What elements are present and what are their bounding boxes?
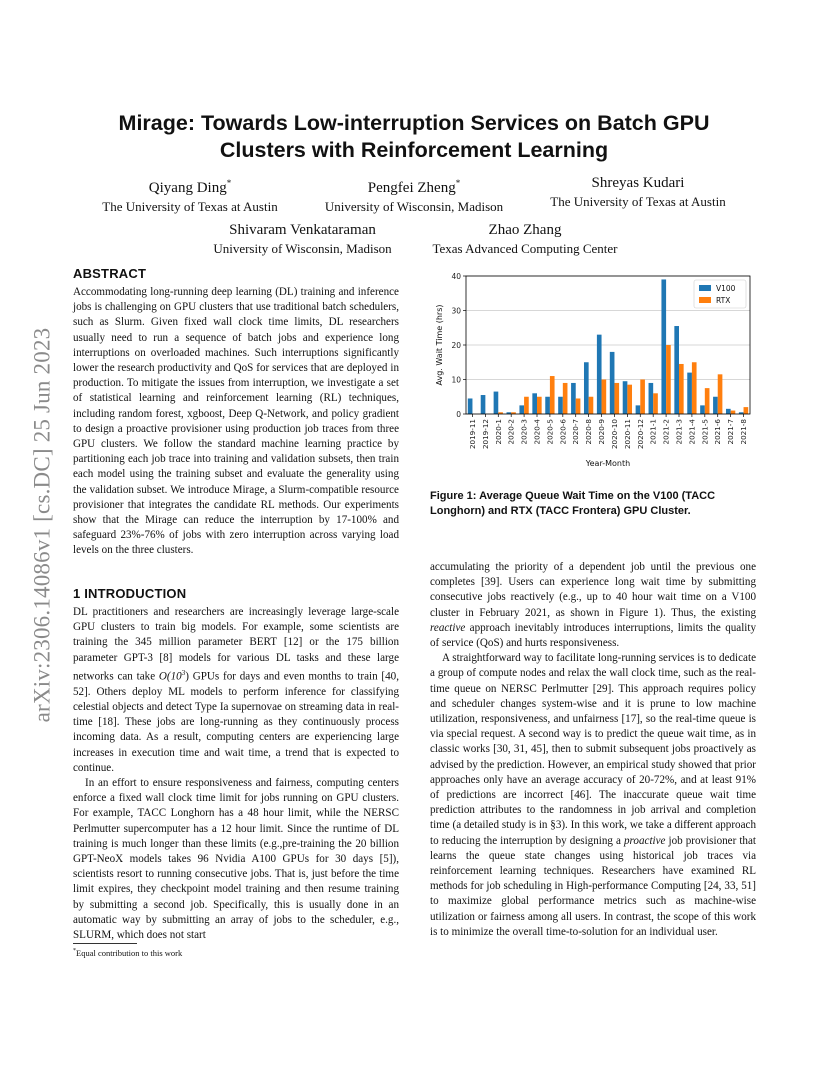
y-tick-label: 10 xyxy=(451,375,461,385)
bar-v100 xyxy=(687,373,692,414)
bar-v100 xyxy=(726,409,731,414)
x-tick-label: 2021-8 xyxy=(739,419,749,445)
x-tick-label: 2021-6 xyxy=(713,419,723,445)
bar-v100 xyxy=(661,279,666,414)
right-paragraph-2: A straightforward way to facilitate long-running services is to dedicate a group of compute nodes and relax the wall clock time, such as the real-time queue on NERSC Perlmutter [29]. This approach requires policy and scheduler changes system-wise and it is prune to low machine utilization, responsiveness, and unfairness [17], so the real-time queue is via special request. A second way is to predict the queue wait time, as in classic works [30, 31, 45], then to submit subsequent jobs proactively as advised by the prediction. However, an empirical study showed that prior approaches only have an average accuracy of 20-72%, and at least 91% of predictions are incorrect [46]. The inaccurate queue wait time prediction attributes to the randomness in job arrival and completion time (a detailed study is in §3). In this work, we take a different approach to reducing the interruption by designing a proactive job provisioner that learns the queue state changes using historical job traces via reinforcement learning techniques. Researchers have examined RL methods for job scheduling in High-performance Computing [24, 33, 51] to maximize global performance metrics such as machine-wise utilization or fairness among all users. In contrast, the scope of this work is to minimize the overall time-to-solution for an individual user. xyxy=(430,652,756,938)
x-tick-label: 2021-7 xyxy=(726,419,736,445)
bar-rtx xyxy=(576,398,581,414)
x-tick-label: 2021-4 xyxy=(687,419,697,445)
x-tick-label: 2020-10 xyxy=(609,419,619,450)
bar-v100 xyxy=(481,395,486,414)
bar-v100 xyxy=(494,392,499,414)
x-tick-label: 2020-5 xyxy=(545,419,555,445)
legend-label-v100: V100 xyxy=(716,284,736,293)
bar-v100 xyxy=(700,405,705,414)
footnote: *Equal contribution to this work xyxy=(73,948,183,958)
bar-rtx xyxy=(679,364,684,414)
bar-rtx xyxy=(705,388,710,414)
legend-swatch-v100 xyxy=(699,285,711,291)
wait-time-bar-chart xyxy=(430,266,760,476)
author-3: Shreyas Kudari The University of Texas at Austin xyxy=(550,175,726,209)
bar-v100 xyxy=(597,335,602,414)
author-4: Shivaram Venkataraman University of Wisconsin, Madison xyxy=(213,222,392,256)
bar-v100 xyxy=(649,383,654,414)
x-tick-label: 2020-8 xyxy=(584,419,594,445)
bar-v100 xyxy=(610,352,615,414)
bar-v100 xyxy=(636,405,641,414)
x-tick-label: 2020-12 xyxy=(635,419,645,450)
legend-label-rtx: RTX xyxy=(716,296,731,305)
bar-rtx xyxy=(614,383,619,414)
bar-rtx xyxy=(666,345,671,414)
title-line-1: Mirage: Towards Low-interruption Services on Batch GPU xyxy=(118,111,710,135)
bar-v100 xyxy=(713,397,718,414)
x-tick-label: 2020-4 xyxy=(532,419,542,445)
bar-v100 xyxy=(674,326,679,414)
bar-rtx xyxy=(640,380,645,415)
x-tick-label: 2021-2 xyxy=(661,419,671,445)
y-tick-label: 30 xyxy=(451,306,461,316)
x-tick-label: 2020-3 xyxy=(519,419,529,445)
y-tick-label: 40 xyxy=(451,272,461,281)
bar-rtx xyxy=(653,393,658,414)
bar-v100 xyxy=(468,398,473,414)
right-paragraph-1: accumulating the priority of a dependent job until the previous one completes [39]. Users can experience long wait time by submitting consecutive jobs reactively (e.g., up to 40 hour wait time on a V100 cluster in February 2021, as shown in Figure 1). Thus, the existing reactive approach inevitably introduces interruptions, limits the quality of service (QoS) and hurts responsiveness. xyxy=(430,561,756,650)
bar-rtx xyxy=(563,383,568,414)
x-tick-label: 2021-1 xyxy=(648,419,658,445)
bar-v100 xyxy=(519,405,524,414)
x-tick-label: 2019-11 xyxy=(467,419,477,450)
arxiv-stamp: arXiv:2306.14086v1 [cs.DC] 25 Jun 2023 xyxy=(29,327,54,723)
title-line-2: Clusters with Reinforcement Learning xyxy=(219,138,609,162)
x-tick-label: 2020-11 xyxy=(622,419,632,450)
x-axis-label: Year-Month xyxy=(585,459,631,468)
bar-rtx xyxy=(718,374,723,414)
figure-1 xyxy=(430,266,760,476)
y-axis-label: Avg. Wait Time (hrs) xyxy=(435,304,444,386)
legend-swatch-rtx xyxy=(699,297,711,303)
intro-paragraph-1: DL practitioners and researchers are increasingly leverage large-scale GPU clusters to train big models. For example, some scientists are training the 345 million parameter BERT [12] or the 175 billion parameter GPT-3 [8] models for various DL tasks and these large networks can take $O(10^3)$ GPUs for days and even months to train [40, 52]. Others deploy ML models to perform inference for classifying celestial objects and detect Type Ia supernovae on streaming data in real-time [18]. These jobs are long-running as they continuously process incoming data. As a result, computing centers are experiencing large increases in execution time and wait time, a trend that is expected to continue. xyxy=(73,606,399,774)
author-2: Pengfei Zheng* University of Wisconsin, Madison xyxy=(324,178,504,214)
abstract-body: Accommodating long-running deep learning (DL) training and inference jobs is challenging on GPU clusters that use traditional batch schedulers, such as Slurm. Given fixed wall clock time limits, DL researchers usually need to run a sequence of batch jobs and experience long interruptions on overloaded machines. Such interruptions significantly lower the research productivity and QoS for services that are deployed in production. To mitigate the issues from interruption, we investigate a set of statistical learning and reinforcement learning (RL) techniques, including random forest, xgboost, Deep Q-Network, and policy gradient to design a proactive provisioner using production job traces from three GPU clusters. We follow the standard machine learning practice by partitioning each job trace into training and validation subsets, then train each model using the training subset and evaluate the generality using the validation subset. We introduce Mirage, a Slurm-compatible resource provisioner that integrates the candidate RL methods. Our experiments show that the Mirage can reduce the interruption by 17-100% and safeguard 23%-76% of jobs with zero interruption across varying load levels on the three clusters. xyxy=(73,286,399,557)
paper-title xyxy=(90,110,738,164)
x-tick-label: 2020-1 xyxy=(493,419,503,445)
x-tick-label: 2020-6 xyxy=(558,419,568,445)
x-tick-label: 2020-2 xyxy=(506,419,516,445)
introduction-section xyxy=(73,586,399,943)
figure-caption: Figure 1: Average Queue Wait Time on the V100 (TACC Longhorn) and RTX (TACC Frontera) GPU Cluster. xyxy=(430,490,716,517)
bar-v100 xyxy=(545,397,550,414)
bar-v100 xyxy=(532,393,537,414)
bar-v100 xyxy=(623,381,628,414)
bar-v100 xyxy=(584,362,589,414)
x-tick-label: 2021-5 xyxy=(700,419,710,445)
bar-rtx xyxy=(524,397,529,414)
intro-body xyxy=(73,605,399,943)
bar-rtx xyxy=(627,385,632,414)
right-column-text xyxy=(430,560,756,940)
bar-rtx xyxy=(731,411,736,414)
abstract-section xyxy=(73,266,399,559)
x-tick-label: 2019-12 xyxy=(480,419,490,450)
y-tick-label: 20 xyxy=(451,341,461,350)
bar-v100 xyxy=(558,397,563,414)
y-tick-label: 0 xyxy=(456,410,461,419)
x-tick-label: 2020-9 xyxy=(597,419,607,445)
intro-paragraph-2: In an effort to ensure responsiveness and fairness, computing centers enforce a fixed wall clock time limit for jobs running on GPU clusters. For example, TACC Longhorn has a 48 hour limit, while the NERSC Perlmutter supercomputer has a 12 hour limit. Since the runtime of DL training is much longer than these limits (e.g.,pre-training the 20 billion GPT-NeoX models takes 96 Nvidia A100 GPUs for 30 days [5]), scientists resort to running consecutive jobs. That is, just before the time limit expires, they checkpoint model training and then resume training by submitting a second job. Specifically, this is usually done in an automatic way by submitting an array of jobs to the scheduler, e.g., SLURM, which does not start xyxy=(73,776,399,941)
bar-rtx xyxy=(550,376,555,414)
author-1: Qiyang Ding* The University of Texas at Austin xyxy=(102,178,278,214)
intro-heading: 1 INTRODUCTION xyxy=(73,586,187,601)
abstract-heading: ABSTRACT xyxy=(73,266,147,281)
bar-v100 xyxy=(571,383,576,414)
bar-rtx xyxy=(537,397,542,414)
x-tick-label: 2020-7 xyxy=(571,419,581,445)
author-5: Zhao Zhang Texas Advanced Computing Center xyxy=(432,222,618,256)
bar-rtx xyxy=(602,380,607,415)
footnote-rule xyxy=(73,943,137,944)
bar-rtx xyxy=(589,397,594,414)
bar-rtx xyxy=(692,362,697,414)
x-tick-label: 2021-3 xyxy=(674,419,684,445)
bar-rtx xyxy=(744,407,749,414)
